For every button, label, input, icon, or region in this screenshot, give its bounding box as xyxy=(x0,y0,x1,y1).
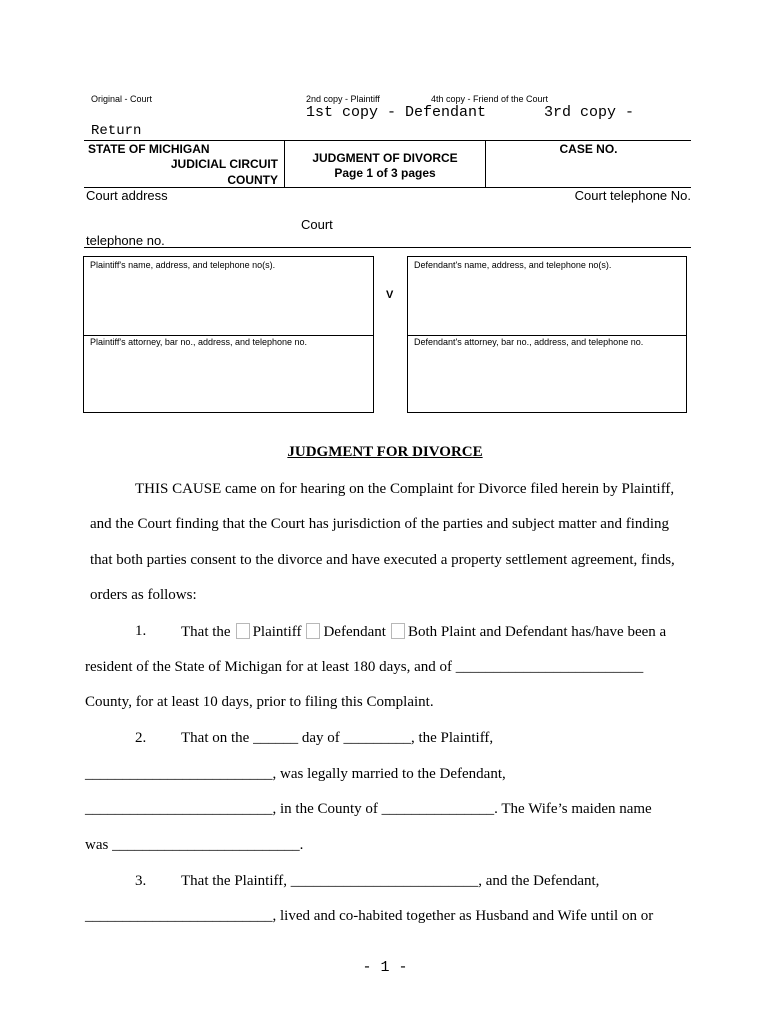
county-label: COUNTY xyxy=(227,173,278,187)
state-label: STATE OF MICHIGAN xyxy=(88,142,210,156)
plaintiff-box[interactable] xyxy=(83,256,374,413)
plaintiff-option-label: Plaintiff xyxy=(252,624,302,640)
intro-line-3: that both parties consent to the divorce and have executed a property settlement agreement, finds, xyxy=(90,552,675,568)
item2-line-3: _________________________, in the County of _______________. The Wife’s maiden name xyxy=(85,801,652,817)
judicial-circuit-label: JUDICIAL CIRCUIT xyxy=(170,157,278,171)
defendant-box[interactable] xyxy=(407,256,687,413)
copy-1st-label: 1st copy - Defendant xyxy=(306,104,487,121)
both-option-label: Both Plaint and Defendant has/have been a xyxy=(407,624,667,640)
plaintiff-checkbox[interactable] xyxy=(236,623,250,639)
item2-line-4: was _________________________. xyxy=(85,837,304,853)
item2-line-1: That on the ______ day of _________, the Plaintiff, xyxy=(181,730,494,746)
item2-number: 2. xyxy=(135,730,147,746)
intro-line-1: THIS CAUSE came on for hearing on the Complaint for Divorce filed herein by Plaintiff, xyxy=(135,481,675,497)
form-title: JUDGMENT OF DIVORCE xyxy=(312,151,458,165)
copy-original-label: Original - Court xyxy=(91,94,153,104)
defendant-attorney-label: Defendant's attorney, bar no., address, and telephone no. xyxy=(414,337,644,347)
address-rule xyxy=(84,247,691,248)
court-telephone-label: Court telephone No. xyxy=(574,188,691,203)
defendant-option-label: Defendant xyxy=(323,624,386,640)
page-number: - 1 - xyxy=(362,959,408,976)
copy-4th-label: 4th copy - Friend of the Court xyxy=(431,94,549,104)
intro-line-4: orders as follows: xyxy=(90,587,197,603)
telephone-no-label: telephone no. xyxy=(86,233,165,248)
intro-line-2: and the Court finding that the Court has jurisdiction of the parties and subject matter and finding xyxy=(90,516,670,532)
plaintiff-name-label: Plaintiff's name, address, and telephone no(s). xyxy=(90,260,276,270)
item1-number: 1. xyxy=(135,623,147,639)
defendant-box-divider xyxy=(408,335,686,336)
caption-top-rule xyxy=(84,140,691,141)
item2-line-2: _________________________, was legally married to the Defendant, xyxy=(85,766,506,782)
item1-line-3: County, for at least 10 days, prior to filing this Complaint. xyxy=(85,694,434,710)
item3-number: 3. xyxy=(135,873,147,889)
versus-label: V xyxy=(386,289,394,301)
case-number-label: CASE NO. xyxy=(559,142,618,156)
item3-line-1: That the Plaintiff, _________________________, and the Defendant, xyxy=(181,873,600,889)
copy-2nd-label: 2nd copy - Plaintiff xyxy=(306,94,380,104)
item1-line-1 xyxy=(181,623,666,641)
plaintiff-box-divider xyxy=(84,335,373,336)
defendant-checkbox[interactable] xyxy=(306,623,320,639)
page-count: Page 1 of 3 pages xyxy=(334,166,436,180)
copy-3rd-label: 3rd copy - xyxy=(544,104,635,121)
defendant-name-label: Defendant's name, address, and telephone no(s). xyxy=(414,260,612,270)
item3-line-2: _________________________, lived and co-habited together as Husband and Wife until on or xyxy=(85,908,654,924)
court-address-label: Court address xyxy=(86,188,168,203)
item1-that-the: That the xyxy=(181,624,231,640)
both-checkbox[interactable] xyxy=(391,623,405,639)
judgment-heading: JUDGMENT FOR DIVORCE xyxy=(287,444,483,460)
copy-return-label: Return xyxy=(91,123,142,139)
plaintiff-attorney-label: Plaintiff's attorney, bar no., address, and telephone no. xyxy=(90,337,308,347)
item1-line-2: resident of the State of Michigan for at least 180 days, and of _________________________ xyxy=(85,659,644,675)
court-label: Court xyxy=(301,217,333,232)
